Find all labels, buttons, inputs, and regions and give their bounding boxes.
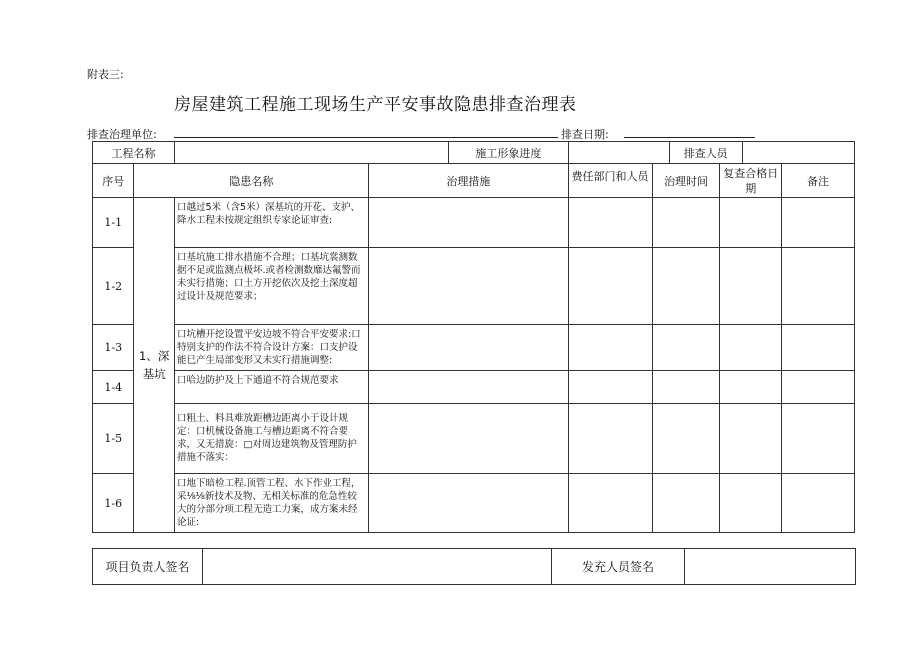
header-row bbox=[93, 164, 855, 198]
info-row bbox=[93, 142, 855, 164]
table-row bbox=[93, 248, 855, 325]
dept-cell[interactable] bbox=[568, 404, 652, 474]
header-recheck: 复查合格日期 bbox=[720, 164, 782, 198]
table-row bbox=[93, 325, 855, 371]
time-cell[interactable] bbox=[652, 404, 720, 474]
hazard-text: 口哈边防护及上下通道不符合规范要求 bbox=[174, 371, 368, 404]
inspector-label: 排查人员 bbox=[669, 142, 742, 164]
measures-cell[interactable] bbox=[369, 325, 568, 371]
hazard-table bbox=[92, 141, 855, 533]
header-dept: 费任部门和人员 bbox=[568, 164, 652, 198]
hazard-text: 口地下暗检工程.顶管工程、水下作业工程，采⅛⅛新技术及物、无相关标准的危急性较大的分部分项工程无造工力案，成方案未经论证: bbox=[174, 474, 368, 533]
measures-cell[interactable] bbox=[369, 371, 568, 404]
table-row bbox=[93, 474, 855, 533]
table-row bbox=[93, 371, 855, 404]
measures-cell[interactable] bbox=[369, 474, 568, 533]
time-cell[interactable] bbox=[652, 248, 720, 325]
measures-cell[interactable] bbox=[369, 198, 568, 248]
recheck-cell[interactable] bbox=[720, 404, 782, 474]
header-seq: 序号 bbox=[93, 164, 134, 198]
time-cell[interactable] bbox=[652, 325, 720, 371]
recheck-cell[interactable] bbox=[720, 198, 782, 248]
project-name-cell[interactable] bbox=[174, 142, 448, 164]
signature-row bbox=[93, 549, 856, 585]
hazard-text: 口粗土、料具难放距槽边距离小于设计规定：口机械设备施工与槽边距离不符合要求，又无措旋：□对周边建筑物及管理防护措施不落实： bbox=[174, 404, 368, 474]
row-number: 1-2 bbox=[93, 248, 134, 325]
hazard-text: 口基坑施工排水措施不合理；口基坑裳测数据不足或监测点极坏.或者检测数靡达氟警而未实行措施；口土方开挖依次及挖土深度超过设计及规范要求； bbox=[174, 248, 368, 325]
remarks-cell[interactable] bbox=[782, 371, 855, 404]
dept-cell[interactable] bbox=[568, 371, 652, 404]
issuer-signature-field[interactable] bbox=[685, 549, 856, 585]
progress-cell[interactable] bbox=[568, 142, 669, 164]
date-label: 排查日期: bbox=[561, 128, 609, 141]
category-line-2: 基坑 bbox=[142, 367, 166, 381]
recheck-cell[interactable] bbox=[720, 371, 782, 404]
remarks-cell[interactable] bbox=[782, 474, 855, 533]
date-underline[interactable] bbox=[624, 137, 755, 138]
category-cell bbox=[134, 198, 174, 533]
project-name-label: 工程名称 bbox=[93, 142, 175, 164]
dept-cell[interactable] bbox=[568, 248, 652, 325]
time-cell[interactable] bbox=[652, 371, 720, 404]
row-number: 1-4 bbox=[93, 371, 134, 404]
page-title: 房屋建筑工程施工现场生产平安事故隐患排查治理表 bbox=[174, 95, 577, 115]
hazard-text: 口坑槽开挖设置平安边坡不符合平安要求:口特别支护的作法不符合设计方案：口支护设能巳产生局部变形又未实行措施调整: bbox=[174, 325, 368, 371]
recheck-cell[interactable] bbox=[720, 248, 782, 325]
unit-label: 排查治理单位: bbox=[87, 128, 157, 141]
row-number: 1-3 bbox=[93, 325, 134, 371]
header-hazard: 隐患名称 bbox=[134, 164, 369, 198]
dept-cell[interactable] bbox=[568, 474, 652, 533]
inspector-cell[interactable] bbox=[742, 142, 854, 164]
table-row bbox=[93, 404, 855, 474]
category-line-1: 1、深 bbox=[139, 349, 170, 363]
remarks-cell[interactable] bbox=[782, 325, 855, 371]
row-number: 1-5 bbox=[93, 404, 134, 474]
attachment-label: 附表三: bbox=[87, 68, 124, 81]
table-row bbox=[93, 198, 855, 248]
remarks-cell[interactable] bbox=[782, 198, 855, 248]
recheck-cell[interactable] bbox=[720, 325, 782, 371]
signature-table bbox=[92, 548, 856, 585]
dept-cell[interactable] bbox=[568, 198, 652, 248]
row-number: 1-6 bbox=[93, 474, 134, 533]
manager-signature-field[interactable] bbox=[203, 549, 552, 585]
remarks-cell[interactable] bbox=[782, 248, 855, 325]
hazard-text: 口越过5米（含5米）深基坑的开花、支护、降水工程未按规定组织专家论证审查: bbox=[174, 198, 368, 248]
header-measures: 治理措施 bbox=[369, 164, 568, 198]
header-time: 治理时间 bbox=[652, 164, 720, 198]
header-remarks: 备注 bbox=[782, 164, 855, 198]
time-cell[interactable] bbox=[652, 198, 720, 248]
remarks-cell[interactable] bbox=[782, 404, 855, 474]
measures-cell[interactable] bbox=[369, 248, 568, 325]
row-number: 1-1 bbox=[93, 198, 134, 248]
time-cell[interactable] bbox=[652, 474, 720, 533]
unit-underline[interactable] bbox=[174, 137, 558, 138]
recheck-cell[interactable] bbox=[720, 474, 782, 533]
progress-label: 施工形象进度 bbox=[449, 142, 568, 164]
issuer-signature-label: 发充人员签名 bbox=[552, 549, 685, 585]
dept-cell[interactable] bbox=[568, 325, 652, 371]
measures-cell[interactable] bbox=[369, 404, 568, 474]
manager-signature-label: 项目负责人签名 bbox=[93, 549, 203, 585]
